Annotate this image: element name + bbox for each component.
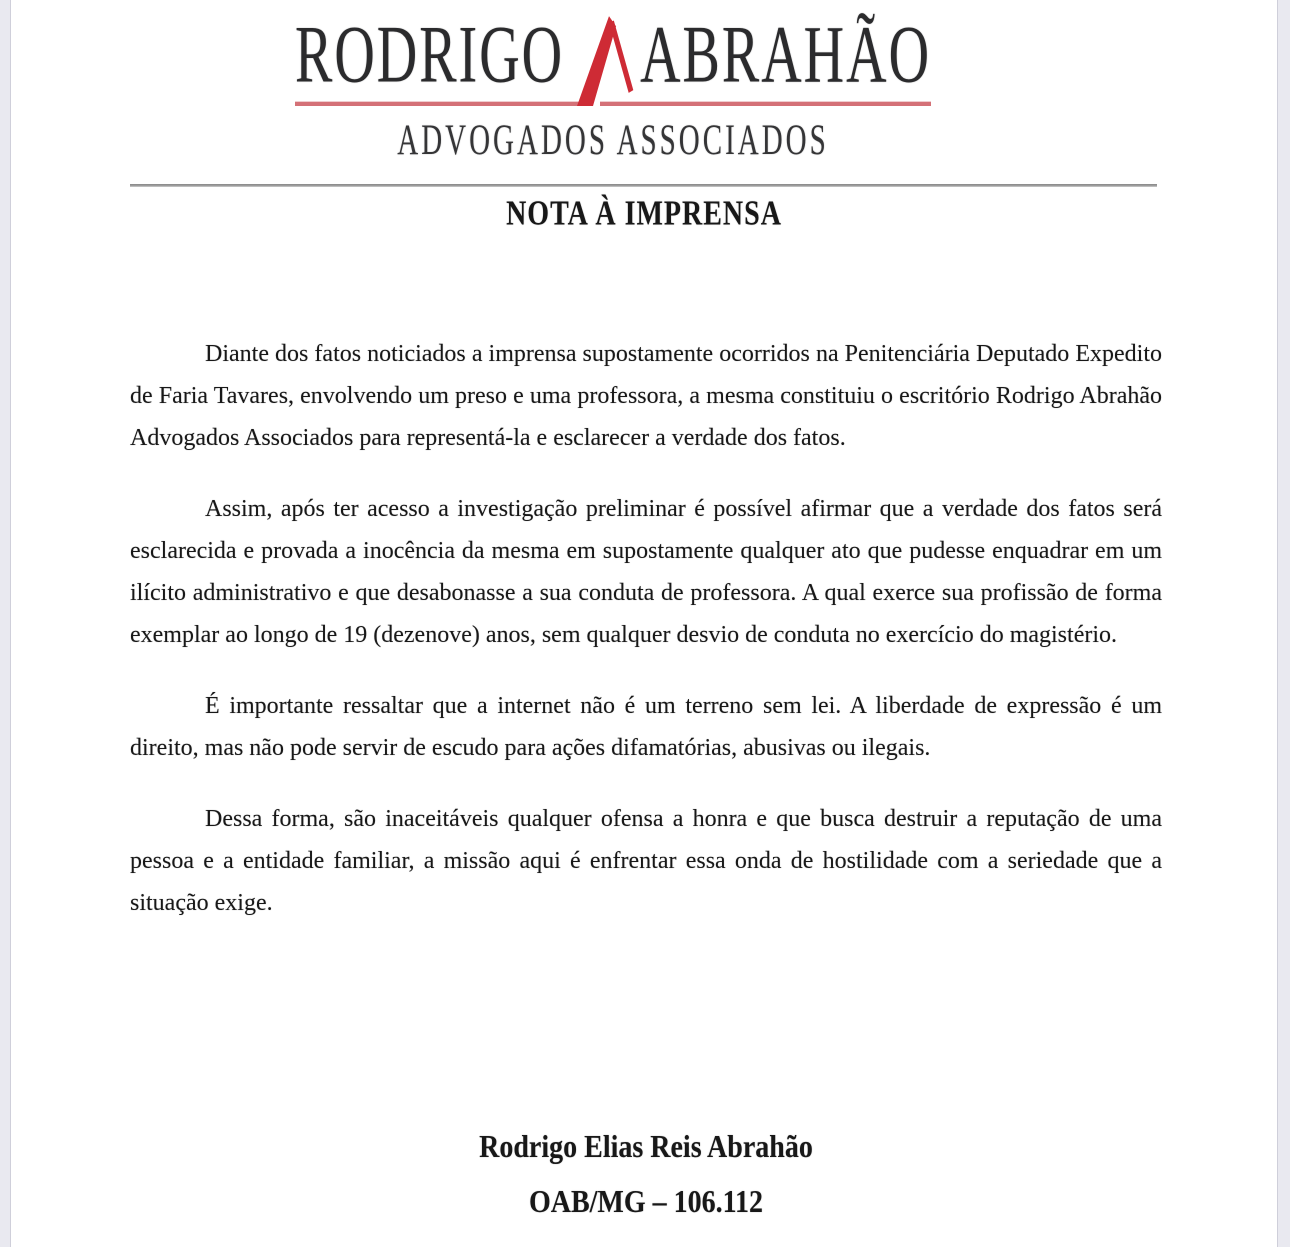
logo-wordmark: [294, 10, 932, 106]
letterhead-divider: [130, 184, 1157, 187]
body-paragraph-4: Dessa forma, são inaceitáveis qualquer ofensa a honra e que busca destruir a reputação de uma pessoa e a entidade familiar, a missão aqui é enfrentar essa onda de hostilidade com a seriedade que a situação exige.: [130, 806, 1162, 916]
body-paragraph-3: É importante ressaltar que a internet não é um terreno sem lei. A liberdade de expressão é um direito, mas não pode servir de escudo para ações difamatórias, abusivas ou ilegais.: [130, 693, 1162, 761]
note-body: [130, 333, 1162, 953]
red-peak-icon: [568, 16, 638, 106]
body-paragraph-1: Diante dos fatos noticiados a imprensa supostamente ocorridos na Penitenciária Deputado Expedito de Faria Tavares, envolvendo um preso e uma professora, a mesma constituiu o escritório Rodrigo Abrahão Advogados Associados para representá-la e esclarecer a verdade dos fatos.: [130, 341, 1162, 451]
letterhead-logo: [0, 0, 1246, 165]
logo-subtitle: ADVOGADOS ASSOCIADOS: [397, 116, 829, 165]
page-edge-left: [0, 0, 11, 1247]
logo-word-rodrigo: RODRIGO: [295, 15, 584, 106]
note-title: NOTA À IMPRENSA: [506, 194, 782, 233]
body-paragraph-2: Assim, após ter acesso a investigação preliminar é possível afirmar que a verdade dos fatos será esclarecida e provada a inocência da mesma em supostamente qualquer ato que pudesse enquadrar em um ilícito administrativo e que desabonasse a sua conduta de professora. A qual exerce sua profissão de forma exemplar ao longo de 19 (dezenove) anos, sem qualquer desvio de conduta no exercício do magistério.: [130, 496, 1162, 648]
signature-name: Rodrigo Elias Reis Abrahão: [479, 1129, 813, 1165]
signature-oab-registration: OAB/MG – 106.112: [528, 1184, 764, 1220]
document-page: [11, 0, 1277, 1247]
signature-block: [130, 1128, 1162, 1220]
logo-word-abrahao: ABRAHÃO: [600, 15, 931, 106]
page-edge-right: [1277, 0, 1290, 1247]
